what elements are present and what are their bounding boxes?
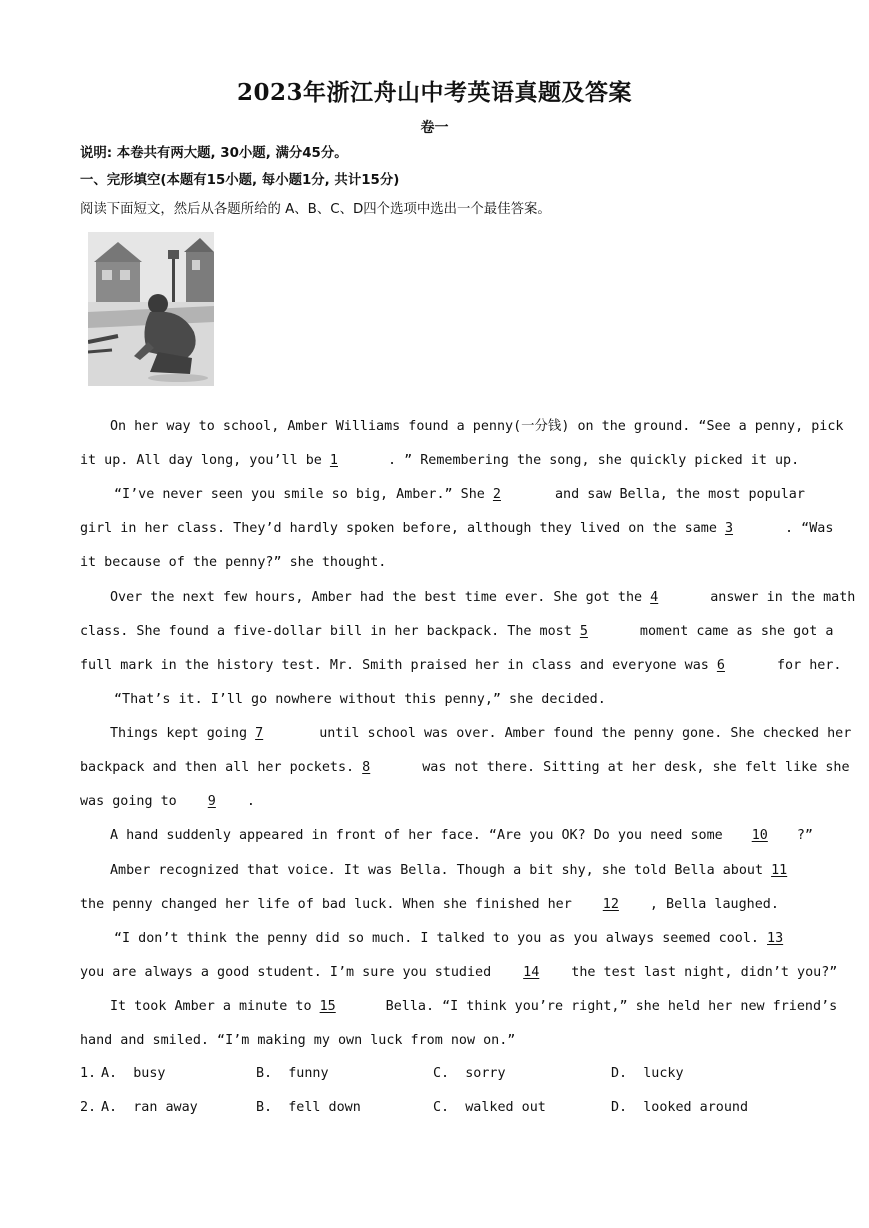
blank-7: 7 bbox=[255, 726, 264, 741]
passage-text: backpack and then all her pockets. bbox=[80, 760, 355, 775]
blank-6: 6 bbox=[716, 658, 725, 673]
passage-text: for her. bbox=[776, 658, 842, 673]
blank-1: 1 bbox=[329, 453, 338, 468]
blank-13: 13 bbox=[767, 931, 784, 946]
passage-text: full mark in the history test. Mr. Smith praised her in class and everyone was bbox=[80, 658, 709, 673]
blank-15: 15 bbox=[319, 999, 336, 1014]
passage-line-18 bbox=[110, 998, 838, 1016]
blank-12: 12 bbox=[602, 897, 619, 912]
passage-text: girl in her class. They’d hardly spoken before, although they lived on the same bbox=[80, 521, 717, 536]
passage-text: class. She found a five-dollar bill in her backpack. The most bbox=[80, 624, 572, 639]
section-heading: 一、完形填空(本题有15小题, 每小题1分, 共计15分) bbox=[80, 173, 400, 188]
passage-text: and saw Bella, the most popular bbox=[554, 487, 805, 502]
page-subtitle: 卷一 bbox=[420, 120, 449, 136]
passage-line-11 bbox=[80, 759, 850, 777]
passage-line-12 bbox=[80, 793, 792, 811]
passage-line-13 bbox=[110, 827, 813, 845]
passage-text: . bbox=[246, 794, 255, 809]
passage-line-4 bbox=[80, 520, 834, 538]
directions: 阅读下面短文，然后从各题所给的 A、B、C、D四个选项中选出一个最佳答案。 bbox=[80, 202, 551, 217]
passage-line-9: “That’s it. I’ll go nowhere without this penny,” she decided. bbox=[114, 692, 606, 707]
passage-line-5: it because of the penny?” she thought. bbox=[80, 555, 387, 570]
passage-line-16 bbox=[114, 930, 792, 948]
passage-text: , Bella laughed. bbox=[649, 897, 779, 912]
passage-line-8 bbox=[80, 657, 842, 675]
passage-line-6 bbox=[110, 589, 856, 607]
blank-14: 14 bbox=[523, 965, 540, 980]
option-b[interactable]: B. funny bbox=[256, 1066, 329, 1081]
blank-10: 10 bbox=[751, 828, 768, 843]
passage-text: Amber recognized that voice. It was Bella. Though a bit shy, she told Bella about bbox=[110, 863, 764, 878]
passage-text: “I don’t think the penny did so much. I talked to you as you always seemed cool. bbox=[114, 931, 759, 946]
passage-line-15 bbox=[80, 896, 792, 914]
passage-line-7 bbox=[80, 623, 834, 641]
blank-3: 3 bbox=[724, 521, 734, 536]
option-d[interactable]: D. lucky bbox=[611, 1066, 684, 1081]
passage-line-10 bbox=[110, 725, 852, 743]
page-title: 2023年浙江舟山中考英语真题及答案 bbox=[236, 79, 632, 106]
passage-text: Bella. “I think you’re right,” she held her new friend’s bbox=[385, 999, 838, 1014]
blank-9: 9 bbox=[207, 794, 216, 809]
passage-line-2 bbox=[80, 452, 800, 470]
passage-text: It took Amber a minute to bbox=[110, 999, 312, 1014]
passage-line-1: On her way to school, Amber Williams found a penny(一分钱) on the ground. “See a penny, pick bbox=[110, 419, 844, 434]
passage-line-14 bbox=[110, 862, 792, 880]
passage-text: . “Was bbox=[785, 521, 834, 536]
passage-text: Things kept going bbox=[110, 726, 248, 741]
option-b[interactable]: B. fell down bbox=[256, 1100, 361, 1115]
question-number: 1. bbox=[80, 1066, 97, 1081]
passage-text: it up. All day long, you’ll be bbox=[80, 453, 322, 468]
passage-text: was not there. Sitting at her desk, she felt like she bbox=[422, 760, 850, 775]
passage-text: you are always a good student. I’m sure you studied bbox=[80, 965, 492, 980]
passage-text: Over the next few hours, Amber had the best time ever. She got the bbox=[110, 590, 643, 605]
passage-text: . ” Remembering the song, she quickly picked it up. bbox=[387, 453, 800, 468]
passage-text: A hand suddenly appeared in front of her face. “Are you OK? Do you need some bbox=[110, 828, 723, 843]
option-d[interactable]: D. looked around bbox=[611, 1100, 749, 1115]
passage-text: the test last night, didn’t you?” bbox=[571, 965, 838, 980]
passage-text: was going to bbox=[80, 794, 177, 809]
passage-line-19: hand and smiled. “I’m making my own luck from now on.” bbox=[80, 1033, 516, 1048]
question-number: 2. bbox=[80, 1100, 97, 1115]
girl-picking-up-penny-illustration bbox=[88, 232, 214, 386]
passage-line-3 bbox=[114, 486, 805, 504]
option-c[interactable]: C. walked out bbox=[433, 1100, 546, 1115]
blank-11: 11 bbox=[771, 863, 788, 878]
blank-2: 2 bbox=[492, 487, 501, 502]
option-c[interactable]: C. sorry bbox=[433, 1066, 506, 1081]
blank-5: 5 bbox=[579, 624, 588, 639]
passage-text: until school was over. Amber found the penny gone. She checked her bbox=[319, 726, 852, 741]
blank-8: 8 bbox=[362, 760, 371, 775]
passage-text: ?” bbox=[796, 828, 813, 843]
passage-text: the penny changed her life of bad luck. When she finished her bbox=[80, 897, 572, 912]
exam-note: 说明: 本卷共有两大题, 30小题, 满分45分。 bbox=[80, 146, 348, 161]
option-a[interactable]: A. ran away bbox=[101, 1100, 198, 1115]
blank-4: 4 bbox=[650, 590, 659, 605]
passage-text: “I’ve never seen you smile so big, Amber.” She bbox=[114, 487, 485, 502]
passage-text: moment came as she got a bbox=[639, 624, 834, 639]
passage-text: answer in the math bbox=[710, 590, 856, 605]
option-a[interactable]: A. busy bbox=[101, 1066, 166, 1081]
passage-line-17 bbox=[80, 964, 838, 982]
